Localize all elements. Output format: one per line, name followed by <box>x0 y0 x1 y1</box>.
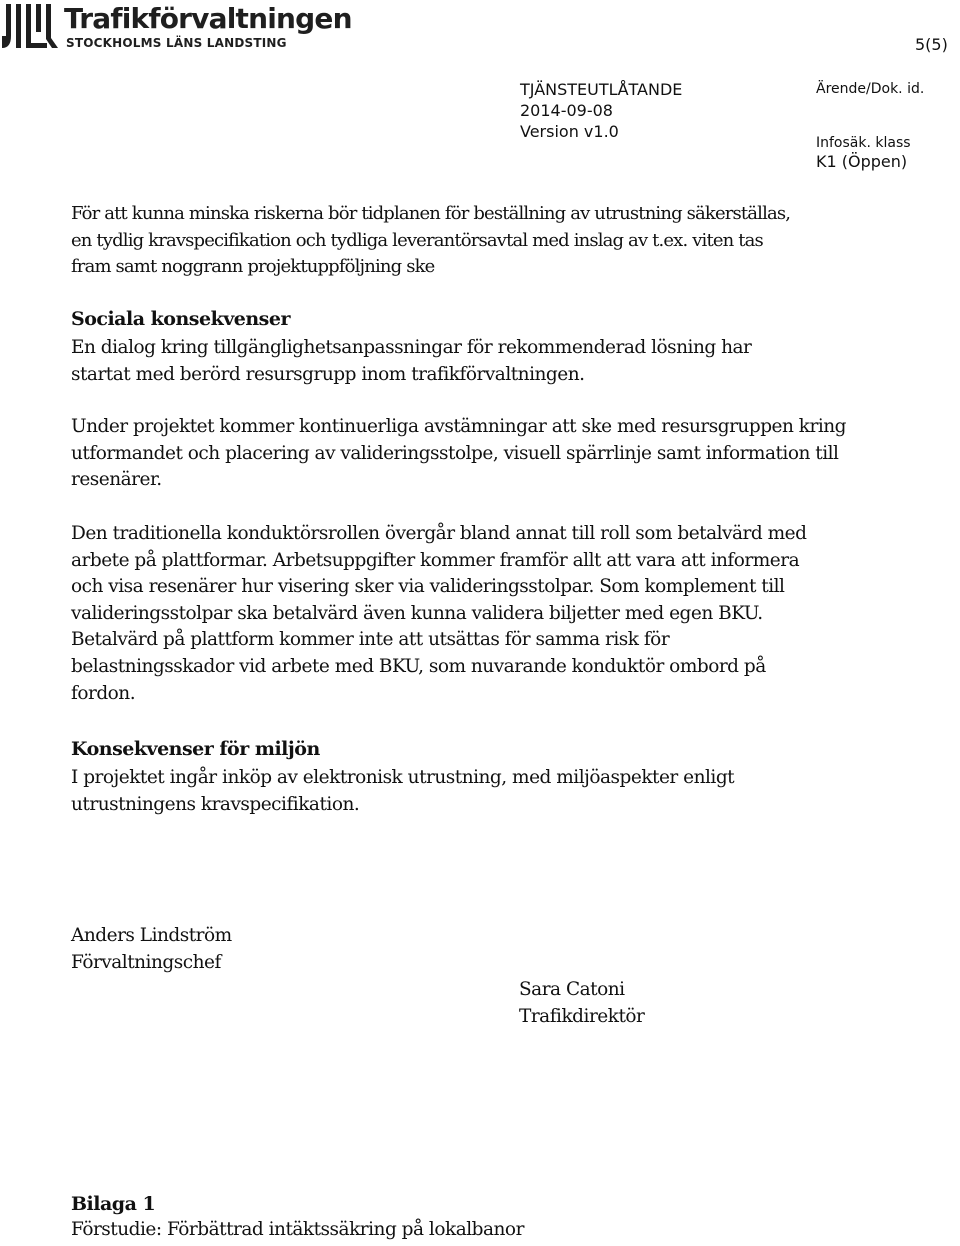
attachment-title: Förstudie: Förbättrad intäktssäkring på lokalbanor <box>71 1219 524 1240</box>
logo-mark-icon <box>2 2 60 50</box>
signatory-1-name: Anders Lindström <box>71 925 232 946</box>
classification-value: K1 (Öppen) <box>816 152 908 171</box>
organization-logo <box>0 0 352 54</box>
document-date: 2014-09-08 <box>520 101 613 120</box>
classification-label: Infosäk. klass <box>816 135 911 151</box>
environment-paragraph: I projektet ingår inköp av elektronisk utrustning, med miljöaspekter enligt utrustningens kravspecifikation. <box>71 767 735 815</box>
social-paragraph-3: Den traditionella konduktörsrollen övergår bland annat till roll som betalvärd med arbete på plattformar. Arbetsuppgifter kommer framför allt att vara att informera och visa resenärer hur visering sker via valideringsstolpar. Som komplement till valideringsstolpar ska betalvärd även kunna validera biljetter med egen BKU. Betalvärd på plattform kommer inte att utsättas för samma risk för belastningsskador vid arbete med BKU, som nuvarande konduktör ombord på fordon. <box>71 523 807 704</box>
signatory-2-title: Trafikdirektör <box>519 1006 645 1027</box>
page-number: 5(5) <box>915 35 948 54</box>
signatory-2-name: Sara Catoni <box>519 979 625 1000</box>
social-paragraph-2: Under projektet kommer kontinuerliga avstämningar att ske med resursgruppen kring utformandet och placering av valideringsstolpe, visuell spärrlinje samt information till resenärer. <box>71 416 847 491</box>
social-consequences-heading: Sociala konsekvenser <box>71 308 290 330</box>
document-type: TJÄNSTEUTLÅTANDE <box>520 80 683 99</box>
document-version: Version v1.0 <box>520 122 619 141</box>
environment-heading: Konsekvenser för miljön <box>71 738 320 760</box>
intro-paragraph: För att kunna minska riskerna bör tidplanen för beställning av utrustning säkerställas, en tydlig kravspecifikation och tydliga leverantörsavtal med inslag av t.ex. viten tas fram samt noggrann projektuppföljning ske <box>71 203 791 278</box>
logo-wordmark: Trafikförvaltningen <box>64 2 352 35</box>
signatory-1-title: Förvaltningschef <box>71 952 221 973</box>
case-id-label: Ärende/Dok. id. <box>816 81 925 97</box>
logo-subtitle: STOCKHOLMS LÄNS LANDSTING <box>66 36 287 50</box>
social-paragraph-1: En dialog kring tillgänglighetsanpassningar för rekommenderad lösning har startat med berörd resursgrupp inom trafikförvaltningen. <box>71 337 752 385</box>
attachment-label: Bilaga 1 <box>71 1193 156 1215</box>
